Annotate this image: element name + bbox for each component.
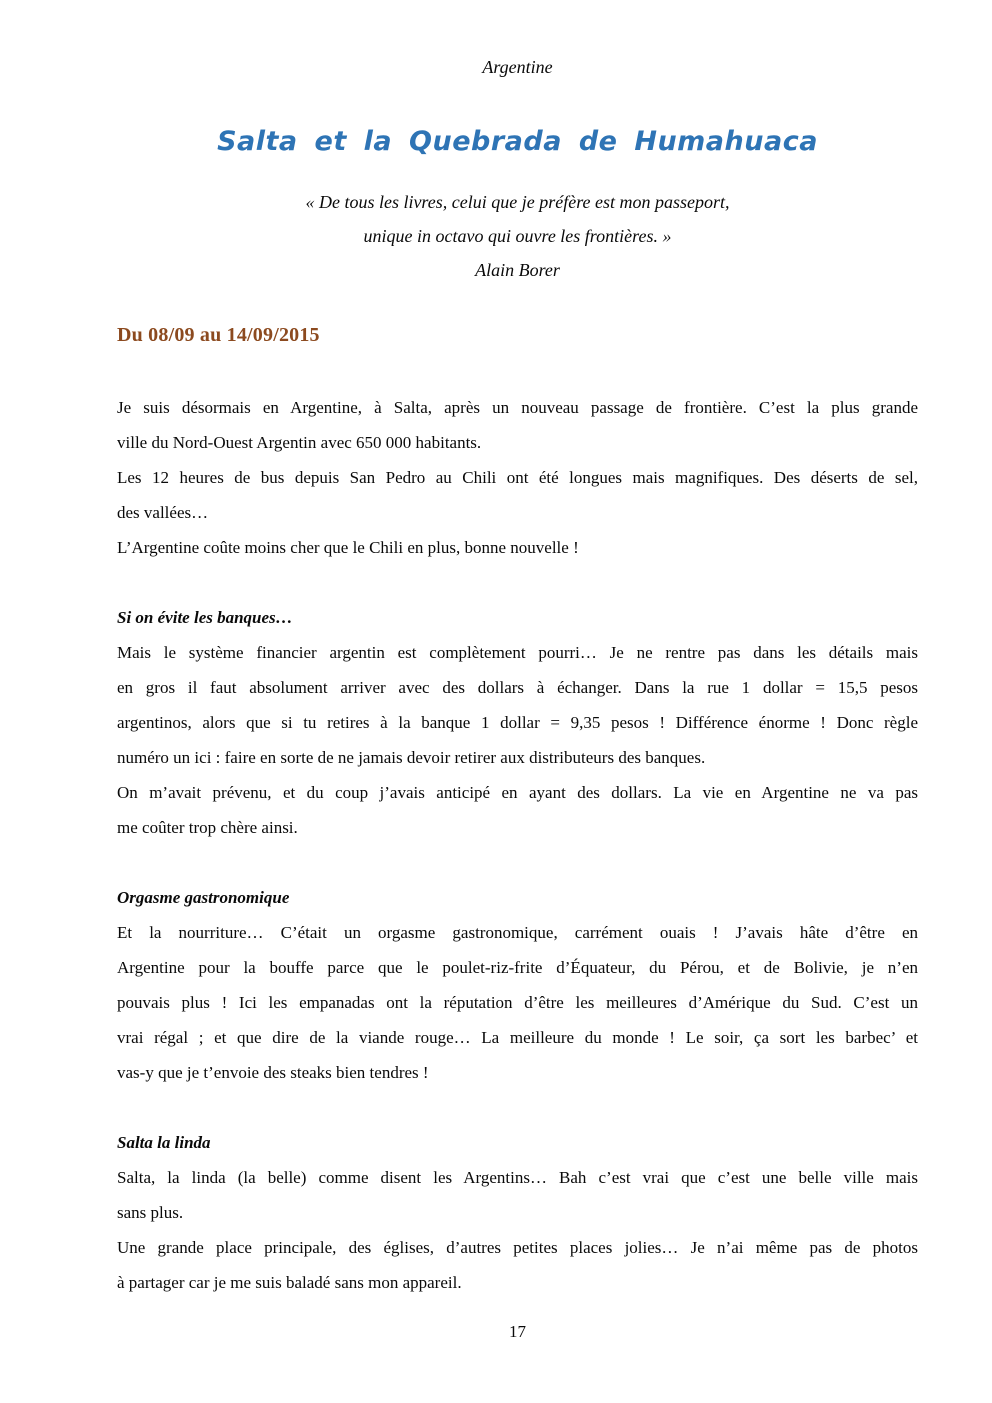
- page-title: Salta et la Quebrada de Humahuaca: [217, 126, 818, 157]
- paragraph-line: Et la nourriture… C’était un orgasme gastronomique, carrément ouais ! J’avais hâte d’être en: [117, 923, 918, 942]
- section-intro: [117, 390, 918, 565]
- section-spacer: [117, 1090, 918, 1125]
- paragraph-line: On m’avait prévenu, et du coup j’avais anticipé en ayant des dollars. La vie en Argentine ne va pas: [117, 783, 918, 802]
- paragraph-line: des vallées…: [117, 503, 209, 522]
- section-heading: Si on évite les banques…: [117, 608, 293, 627]
- paragraph-line: Les 12 heures de bus depuis San Pedro au Chili ont été longues mais magnifiques. Des déserts de sel,: [117, 468, 918, 487]
- page-content: [117, 0, 918, 1342]
- paragraph-line: vrai régal ; et que dire de la viande rouge… La meilleure du monde ! Le soir, ça sort les barbec’ et: [117, 1028, 918, 1047]
- date-heading: Du 08/09 au 14/09/2015: [117, 324, 320, 346]
- section-gastronomie: [117, 880, 918, 1090]
- section-spacer: [117, 845, 918, 880]
- paragraph-line: en gros il faut absolument arriver avec des dollars à échanger. Dans la rue 1 dollar = 15,5 pesos: [117, 678, 918, 697]
- body-text: [117, 390, 918, 1300]
- paragraph-line: à partager car je me suis baladé sans mon appareil.: [117, 1273, 462, 1292]
- paragraph-line: numéro un ici : faire en sorte de ne jamais devoir retirer aux distributeurs des banques.: [117, 748, 706, 767]
- paragraph-line: sans plus.: [117, 1203, 184, 1222]
- paragraph-line: ville du Nord-Ouest Argentin avec 650 000 habitants.: [117, 433, 482, 452]
- paragraph-line: Argentine pour la bouffe parce que le poulet-riz-frite d’Équateur, du Pérou, et de Bolivie, je n’en: [117, 958, 918, 977]
- paragraph-line: Salta, la linda (la belle) comme disent les Argentins… Bah c’est vrai que c’est une belle ville mais: [117, 1168, 918, 1187]
- paragraph-line: Une grande place principale, des églises, d’autres petites places jolies… Je n’ai même pas de photos: [117, 1238, 918, 1257]
- paragraph-line: vas-y que je t’envoie des steaks bien tendres !: [117, 1063, 429, 1082]
- paragraph-line: L’Argentine coûte moins cher que le Chili en plus, bonne nouvelle !: [117, 538, 579, 557]
- quote-line-2: unique in octavo qui ouvre les frontières. »: [363, 226, 672, 246]
- section-heading: Salta la linda: [117, 1133, 211, 1152]
- paragraph-line: me coûter trop chère ainsi.: [117, 818, 298, 837]
- paragraph-line: Je suis désormais en Argentine, à Salta, après un nouveau passage de frontière. C’est la plus grande: [117, 398, 918, 417]
- section-heading: Orgasme gastronomique: [117, 888, 290, 907]
- quote-block: [117, 185, 918, 287]
- paragraph-line: Mais le système financier argentin est complètement pourri… Je ne rentre pas dans les détails mais: [117, 643, 918, 662]
- running-header: Argentine: [482, 57, 553, 77]
- section-salta: [117, 1125, 918, 1300]
- quote-line-1: « De tous les livres, celui que je préfère est mon passeport,: [305, 192, 730, 212]
- paragraph-line: argentinos, alors que si tu retires à la banque 1 dollar = 9,35 pesos ! Différence énorme ! Donc règle: [117, 713, 918, 732]
- page-number: 17: [509, 1322, 526, 1341]
- quote-author: Alain Borer: [475, 260, 560, 280]
- section-spacer: [117, 565, 918, 600]
- paragraph-line: pouvais plus ! Ici les empanadas ont la réputation d’être les meilleures d’Amérique du Sud. C’est un: [117, 993, 918, 1012]
- section-banques: [117, 600, 918, 845]
